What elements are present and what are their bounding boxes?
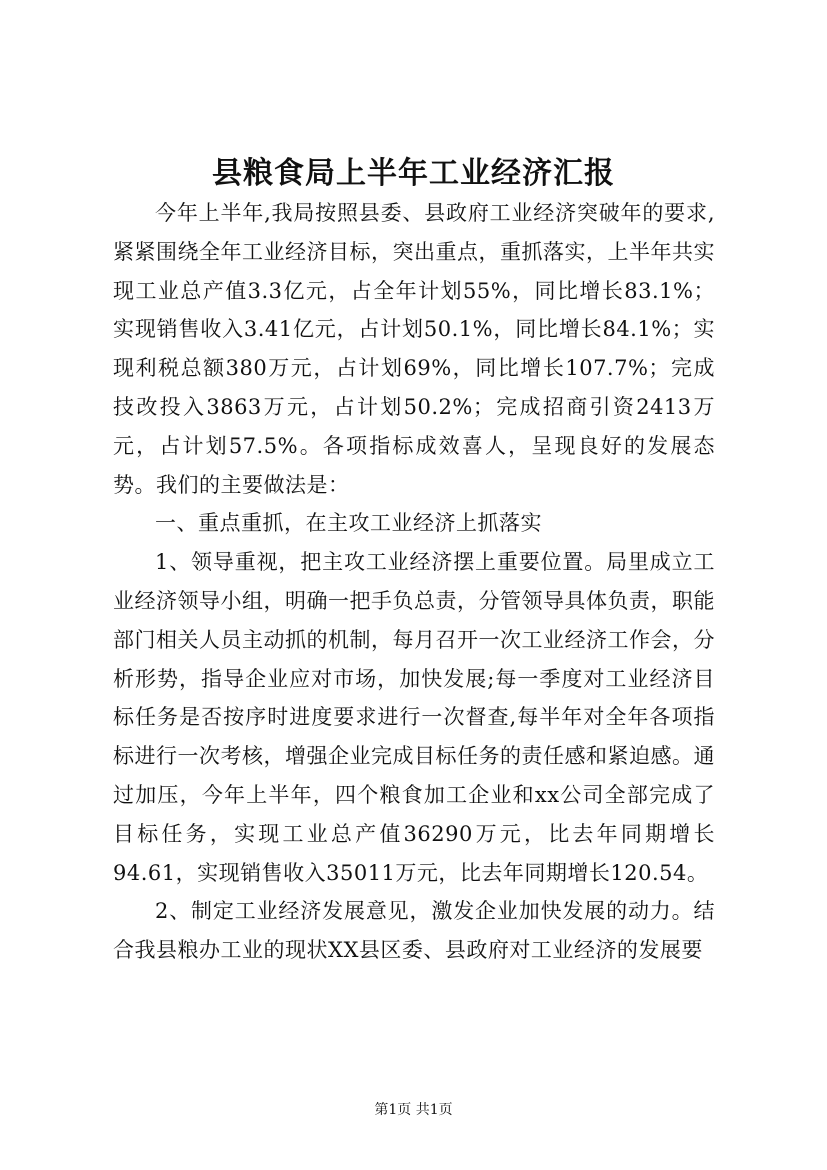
paragraph-item-1: 1、领导重视，把主攻工业经济摆上重要位置。局里成立工业经济领导小组，明确一把手负总责，分管领导具体负责，职能部门相关人员主动抓的机制，每月召开一次工业经济工作会，分析形势，指导企业应对市场，加快发展;每一季度对工业经济目标任务是否按序时进度要求进行一次督查,每半年对全年各项指标进行一次考核，增强企业完成目标任务的责任感和紧迫感。通过加压，今年上半年，四个粮食加工企业和xx公司全部完成了目标任务，实现工业总产值36290万元，比去年同期增长94.61，实现销售收入35011万元，比去年同期增长120.54。: [113, 550, 715, 885]
document-title: 县粮食局上半年工业经济汇报: [212, 156, 615, 191]
page-footer: 第1页 共1页: [374, 1102, 453, 1118]
section-heading-1: 一、重点重抓，在主攻工业经济上抓落实: [155, 511, 542, 536]
paragraph-intro: 今年上半年,我局按照县委、县政府工业经济突破年的要求,紧紧围绕全年工业经济目标，突出重点，重抓落实，上半年共实现工业总产值3.3亿元，占全年计划55%，同比增长83.1%；实现销售收入3.41亿元，占计划50.1%，同比增长84.1%；实现利税总额380万元，占计划69%，同比增长107.7%；完成技改投入3863万元，占计划50.2%；完成招商引资2413万元，占计划57.5%。各项指标成效喜人，呈现良好的发展态势。我们的主要做法是：: [113, 201, 715, 497]
document-body: [113, 194, 715, 970]
paragraph-item-2: 2、制定工业经济发展意见，激发企业加快发展的动力。结合我县粮办工业的现状XX县区委、县政府对工业经济的发展要: [113, 899, 715, 963]
